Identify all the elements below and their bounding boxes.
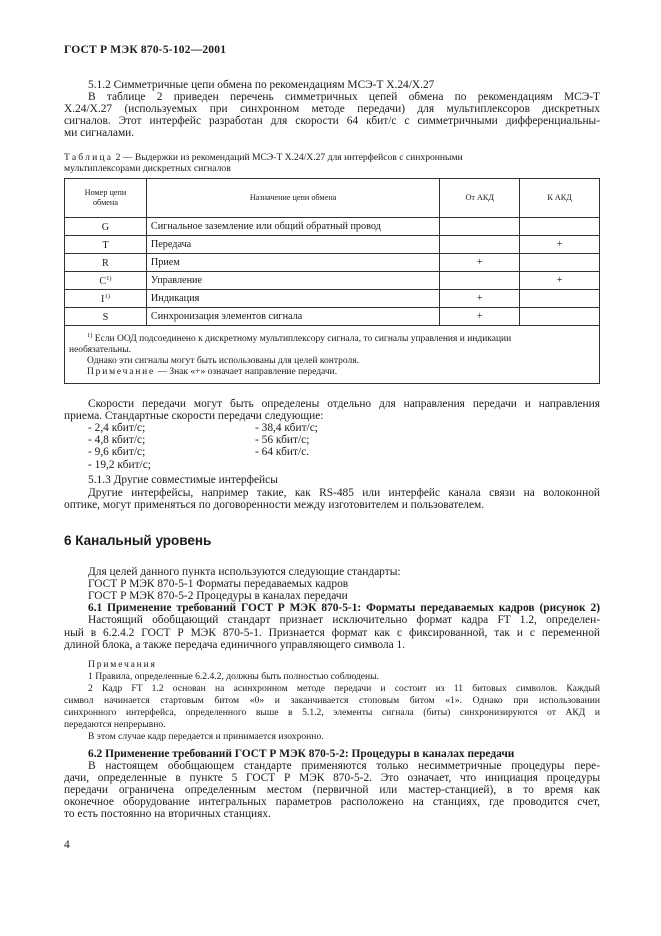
footnote-text-2: необязательны. bbox=[69, 345, 132, 355]
para-5-1-2-line: Х.24/Х.27 (используемых при синхронном методе передачи) для мультиплексоров дискретных bbox=[64, 103, 600, 115]
para-5-1-2-line: В таблице 2 приведен перечень симметричных цепей обмена по рекомендациям МСЭ-Т bbox=[88, 91, 600, 103]
para-6-2-line: то есть постоянно на вторичных станциях. bbox=[64, 808, 271, 820]
table-2-caption bbox=[64, 153, 604, 174]
circuit-code: S bbox=[102, 311, 109, 323]
to-akd-mark bbox=[520, 290, 600, 308]
table-header-row bbox=[65, 179, 600, 218]
para-5-1-2-line: ми сигналами. bbox=[64, 127, 135, 139]
table-row bbox=[65, 218, 600, 236]
rate-value: - 56 кбит/с; bbox=[255, 434, 310, 447]
note-2-line: передаются непрерывно. bbox=[64, 719, 166, 730]
para-5-1-3-line: оптике, могут применяться по договоренности между изготовителем и пользователем. bbox=[64, 499, 485, 511]
circuit-code: I bbox=[101, 293, 105, 305]
table-caption-text-2: мультиплексорами дискретных сигналов bbox=[64, 162, 231, 174]
footnote-mark: 1) bbox=[87, 332, 93, 339]
rate-value: - 19,2 кбит/с; bbox=[88, 458, 151, 471]
from-akd-mark bbox=[440, 218, 520, 236]
table-caption-prefix: Таблица bbox=[64, 152, 114, 163]
section-6-intro: Для целей данного пункта используются следующие стандарты: bbox=[88, 566, 401, 578]
from-akd-mark: + bbox=[440, 308, 520, 326]
table-row bbox=[65, 236, 600, 254]
rate-value: - 2,4 кбит/с; bbox=[88, 422, 146, 434]
col-header-code: Номер цепи обмена bbox=[65, 179, 147, 218]
note-1: 1 Правила, определенные 6.2.4.2, должны быть полностью соблюдены. bbox=[88, 671, 379, 682]
circuit-code: C bbox=[99, 275, 107, 287]
rates-list bbox=[88, 422, 318, 471]
rate-value: - 64 кбит/с. bbox=[255, 446, 310, 459]
to-akd-mark: + bbox=[520, 236, 600, 254]
table-row bbox=[65, 254, 600, 272]
para-6-2-line: оконечное оборудование интегральных параметров расположено на станциях, где проводится счет, bbox=[64, 796, 600, 808]
table-row bbox=[65, 272, 600, 290]
para-6-2-line: В настоящем обобщающем стандарте применяются только несимметричные процедуры пере- bbox=[88, 760, 600, 772]
col-header-purpose: Назначение цепи обмена bbox=[146, 179, 439, 218]
para-6-1-line: ный в 6.2.4.2 ГОСТ Р МЭК 870-5-1. Признается формат как с фиксированной, так и с переменной bbox=[64, 627, 600, 639]
rate-value: - 4,8 кбит/с; bbox=[88, 434, 146, 447]
rate-value: - 38,4 кбит/с; bbox=[255, 422, 318, 434]
to-akd-mark bbox=[520, 218, 600, 236]
list-item bbox=[88, 446, 318, 458]
footnote-ref: 1) bbox=[104, 292, 110, 300]
para-6-2-line: передачи ограничена определенным местом (первичной или мастер-станцией), в то время как bbox=[64, 784, 600, 796]
standard-ref: ГОСТ Р МЭК 870-5-2 Процедуры в каналах передачи bbox=[88, 590, 348, 602]
table-caption-text: 2 — Выдержки из рекомендаций МСЭ-Т Х.24/Х.27 для интерфейсов с синхронными bbox=[113, 152, 463, 163]
circuit-code: R bbox=[102, 257, 109, 269]
para-6-1-line: длиной блока, а также передача единичного управляющего символа 1. bbox=[64, 639, 406, 651]
page-number: 4 bbox=[64, 839, 70, 851]
section-5-1-2-title: 5.1.2 Симметричные цепи обмена по рекомендациям МСЭ-Т Х.24/Х.27 bbox=[88, 79, 435, 91]
list-item bbox=[88, 422, 318, 434]
section-6-heading: 6 Канальный уровень bbox=[64, 533, 212, 548]
table-row bbox=[65, 290, 600, 308]
note-2-line: 2 Кадр FT 1.2 основан на асинхронном методе передачи и состоит из 11 битовых символов. Каждый bbox=[88, 683, 600, 694]
to-akd-mark: + bbox=[520, 272, 600, 290]
note-2-line: символ начинается стартовым битом «0» и заканчивается стоповым битом «1». Однако при использовании bbox=[64, 695, 600, 706]
table-footnote bbox=[65, 326, 600, 384]
rates-intro-line: приема. Стандартные скорости передачи следующие: bbox=[64, 410, 324, 422]
note-2-line: синхронного интерфейса, определенного выше в 5.1.2, элементы сигнала (биты) синхронизируются от АКД и bbox=[64, 707, 600, 718]
col-header-from-akd: От АКД bbox=[440, 179, 520, 218]
from-akd-mark: + bbox=[440, 254, 520, 272]
circuit-purpose: Передача bbox=[146, 236, 439, 254]
footnote-text: Если ООД подсоединено к дискретному мультиплексору сигнала, то сигналы управления и индикации bbox=[92, 334, 512, 344]
circuit-purpose: Управление bbox=[146, 272, 439, 290]
from-akd-mark bbox=[440, 272, 520, 290]
table-footnote-row bbox=[65, 326, 600, 384]
circuit-purpose: Синхронизация элементов сигнала bbox=[146, 308, 439, 326]
circuit-purpose: Индикация bbox=[146, 290, 439, 308]
note-2-end: В этом случае кадр передается и принимается изохронно. bbox=[88, 731, 324, 742]
rate-value: - 9,6 кбит/с; bbox=[88, 446, 146, 459]
section-5-1-3-title: 5.1.3 Другие совместимые интерфейсы bbox=[88, 474, 278, 486]
subsection-6-1-title: 6.1 Применение требований ГОСТ Р МЭК 870-5-1: Форматы передаваемых кадров (рисунок 2) bbox=[88, 602, 600, 614]
notes-label: Примечания bbox=[88, 659, 157, 670]
para-6-1-line: Настоящий обобщающий стандарт признает исключительно формат кадра FT 1.2, определен- bbox=[88, 614, 600, 626]
col-header-to-akd: К АКД bbox=[520, 179, 600, 218]
subsection-6-2-title: 6.2 Применение требований ГОСТ Р МЭК 870-5-2: Процедуры в каналах передачи bbox=[88, 748, 515, 760]
circuit-code: T bbox=[102, 239, 109, 251]
to-akd-mark bbox=[520, 254, 600, 272]
list-item bbox=[88, 434, 318, 446]
para-5-1-3-line: Другие интерфейсы, например такие, как RS-485 или интерфейс канала связи на волоконной bbox=[88, 487, 600, 499]
note-text: — Знак «+» означает направление передачи. bbox=[155, 367, 338, 377]
rates-intro-line: Скорости передачи могут быть определены отдельно для направления передачи и направления bbox=[88, 398, 600, 410]
circuit-purpose: Прием bbox=[146, 254, 439, 272]
list-item bbox=[88, 459, 318, 471]
circuit-purpose: Сигнальное заземление или общий обратный провод bbox=[146, 218, 439, 236]
footnote-text-3: Однако эти сигналы могут быть использованы для целей контроля. bbox=[87, 356, 359, 366]
circuit-code: G bbox=[101, 221, 110, 233]
footnote-ref: 1) bbox=[106, 274, 112, 282]
table-row bbox=[65, 308, 600, 326]
standard-ref: ГОСТ Р МЭК 870-5-1 Форматы передаваемых кадров bbox=[88, 578, 349, 590]
to-akd-mark bbox=[520, 308, 600, 326]
note-label: Примечание bbox=[87, 367, 156, 377]
document-header: ГОСТ Р МЭК 870-5-102—2001 bbox=[64, 44, 227, 56]
para-5-1-2-line: сигналов. Этот интерфейс разработан для скорости 64 кбит/с с симметричными дифференциальны- bbox=[64, 115, 600, 127]
from-akd-mark bbox=[440, 236, 520, 254]
para-6-2-line: дачи, определенные в пункте 5 ГОСТ Р МЭК 870-5-2. Это означает, что инициация процедуры bbox=[64, 772, 600, 784]
from-akd-mark: + bbox=[440, 290, 520, 308]
table-2 bbox=[64, 178, 600, 384]
